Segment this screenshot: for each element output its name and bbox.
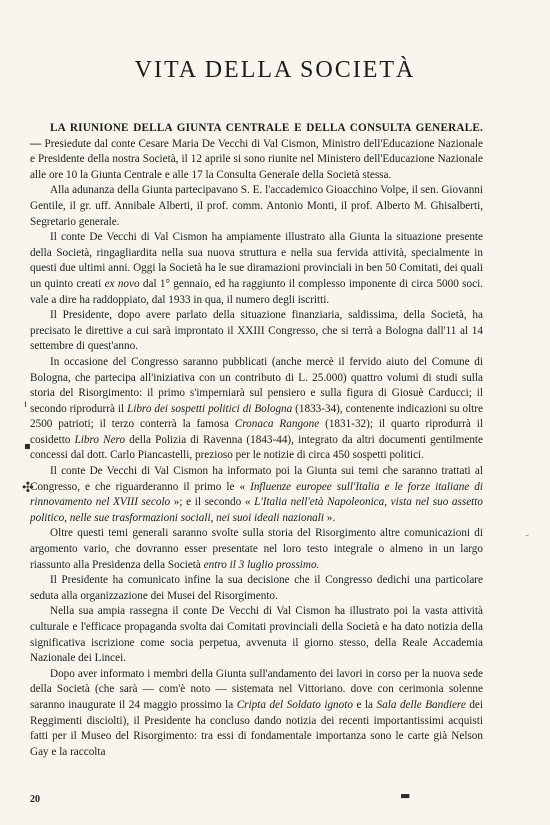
margin-mark-icon: ˘ xyxy=(525,535,530,545)
paragraph-9: Nella sua ampia rassegna il conte De Vecchi di Val Cismon ha illustrato poi la vasta attività culturale e l'efficace propaganda svolta dai Comitati provinciali della Società e ha dato notizia della significativa iscrizione come socia perpetua, avvenuta il giorno stesso, della Reale Accademia Nazionale dei Lincei. xyxy=(30,605,483,665)
paragraph-10-text-b: e la xyxy=(352,698,377,711)
paragraph-3-text-a: Il conte De Vecchi di Val Cismon ha ampiamente illustrato alla Giunta la situazione presente della Società, ringagliardita nella sua nuova struttura e nella sua fervida attività, specialmente in questi due ultimi anni. Oggi la Società ha le sue diramazioni provinciali in ben 50 Comitati, dei quali un quinto creati xyxy=(30,231,483,290)
paragraph-5-italic-c: Libro Nero xyxy=(74,433,126,446)
paragraph-7-italic: entro il 3 luglio prossimo. xyxy=(203,558,320,571)
margin-mark-icon: ı xyxy=(24,399,27,410)
section-heading: LA RIUNIONE DELLA GIUNTA CENTRALE E DELLA CONSULTA GENERALE. — xyxy=(30,122,483,150)
paragraph-5 xyxy=(30,355,483,464)
paragraph-5-text-a: In occasione del Congresso saranno pubblicati (anche mercè il fervido aiuto del Comune di Bologna, che partecipa all'iniziativa con un contributo di L. 25.000) quattro volumi di studi sulla storia del Risorgimento: il primo s'imperniarà sul pensiero e sulla figura di Giosuè Carducci; il secondo riprodurrà il xyxy=(30,355,483,415)
paragraph-7 xyxy=(30,526,483,573)
paragraph-3-italic: ex novo xyxy=(104,277,140,290)
page-title: VITA DELLA SOCIETÀ xyxy=(134,57,416,83)
paragraph-6-text-c: ». xyxy=(323,511,336,524)
paragraph-5-text-b: (1833-34), contenente indicazioni su oltre 2500 patrioti; il terzo conterrà la famosa xyxy=(30,402,483,431)
margin-asterisk-icon: ✣ xyxy=(22,480,34,496)
paragraph-1-text: Presiedute dal conte Cesare Maria De Vecchi di Val Cismon, Ministro dell'Educazione Nazionale e Presidente della nostra Società, il 12 aprile si sono riunite nel Ministero dell'Educazione Nazionale alle ore 10 la Giunta Centrale e alle 17 la Consulta Generale della Società stessa. xyxy=(30,137,483,181)
paragraph-4: Il Presidente, dopo avere parlato della situazione finanziaria, saldissima, della Società, ha precisato le direttive a cui sarà improntato il XXIII Congresso, che si terrà a Bologna dall'11 al 14 settembre di quest'anno. xyxy=(30,309,483,353)
margin-mark-icon: ▪ xyxy=(24,441,31,452)
ink-blot-icon: ▬ xyxy=(400,789,411,802)
paragraph-6-text-a: Il conte De Vecchi di Val Cismon ha informato poi la Giunta sui temi che saranno trattati al Congresso, e che riguarderanno il primo le « xyxy=(30,465,483,493)
paragraph-6 xyxy=(30,464,483,526)
page-number: 20 xyxy=(30,794,40,805)
article-body xyxy=(30,121,483,760)
paragraph-5-italic-a: Libro dei sospetti politici di Bologna xyxy=(127,402,293,415)
paragraph-7-text-a: Oltre questi temi generali saranno svolte sulla storia del Risorgimento altre comunicazioni di argomento vario, che dovranno esser presentate nel loro testo integrale o almeno in un largo riassunto alla Presidenza della Società xyxy=(30,527,483,571)
paragraph-6-text-b: »; e il secondo « xyxy=(170,496,255,509)
paragraph-3 xyxy=(30,230,483,308)
paragraph-10-italic-a: Cripta del Soldato ignoto xyxy=(236,698,353,711)
paragraph-6-italic-b: L'Italia nell'età Napoleonica, vista nel suo assetto politico, nelle sue trasformazioni sociali, nei suoi ideali nazionali xyxy=(30,496,483,524)
paragraph-2: Alla adunanza della Giunta partecipavano S. E. l'accademico Gioacchino Volpe, il sen. Giovanni Gentile, il gr. uff. Annibale Alberti, il prof. comm. Antonio Monti, il prof. Alberto M. Ghisalberti, Segretario generale. xyxy=(30,184,483,228)
paragraph-6-italic-a: Influenze europee sull'Italia e le forze italiane di rinnovamento nel XVIII secolo xyxy=(30,480,483,509)
paragraph-10-italic-b: Sala delle Bandiere xyxy=(376,698,466,711)
paragraph-3-text-b: dal 1° gennaio, ed ha raggiunto il complesso imponente di circa 5000 soci. vale a dire ha raddoppiato, dal 1933 in qua, il numero degli iscritti. xyxy=(30,277,483,306)
paragraph-5-italic-b: Cronaca Rangone xyxy=(234,418,320,431)
paragraph-10-text-a: Dopo aver informato i membri della Giunta sull'andamento dei lavori in corso per la nuova sede della Società (che sarà — com'è noto — sistemata nel Vittoriano. dove con cerimonia solenne saranno inaugurate il 24 maggio prossimo la xyxy=(30,667,483,711)
paragraph-5-text-d: della Polizia di Ravenna (1843-44), integrato da altri documenti gentilmente concessi dal dott. Carlo Piancastelli, prezioso per le notizie di circa 450 sospetti politici. xyxy=(30,433,483,462)
paragraph-10 xyxy=(30,667,483,761)
paragraph-5-text-c: (1831-32); il quarto riprodurrà il cosidetto xyxy=(30,418,483,446)
paragraph-8: Il Presidente ha comunicato infine la sua decisione che il Congresso dedichi una particolare seduta alla organizzazione dei Musei del Risorgimento. xyxy=(30,574,483,602)
paragraph-1 xyxy=(30,121,483,183)
paragraph-10-text-c: dei Reggimenti disciolti), il Presidente ha concluso dando notizia dei recenti importantissimi acquisti fatti per il Museo del Risorgimento: tra essi di fondamentale importanza sono le carte già Nelson Gay e la raccolta xyxy=(30,698,483,758)
